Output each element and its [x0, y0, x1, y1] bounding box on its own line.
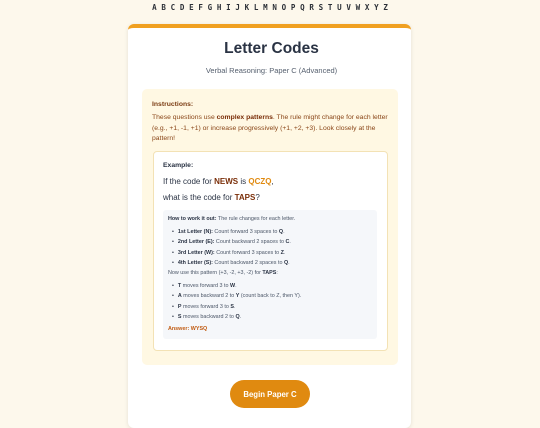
alphabet-letter: A — [152, 3, 157, 12]
page-subtitle: Verbal Reasoning: Paper C (Advanced) — [205, 66, 338, 75]
alphabet-letter: P — [290, 3, 296, 12]
alphabet-letter: T — [327, 3, 333, 12]
step-text: . — [283, 229, 285, 235]
instructions-text — [152, 113, 390, 145]
move-step-item — [172, 293, 301, 299]
move-step-item — [172, 283, 237, 289]
alphabet-letter: D — [179, 3, 185, 12]
move-target: Y — [235, 293, 240, 300]
step-text: Count backward 2 spaces to — [212, 259, 284, 266]
step-label: 1st Letter (N): — [177, 229, 213, 235]
rule-step-item — [172, 260, 290, 266]
move-letter: A — [177, 293, 182, 300]
alphabet-letter: W — [355, 3, 361, 12]
move-target: S — [230, 303, 234, 310]
move-text: moves backward 2 to — [181, 293, 236, 300]
example-text: , — [271, 177, 274, 186]
example-question-line-1 — [163, 177, 274, 186]
example-word: NEWS — [214, 177, 239, 186]
alphabet-letter: E — [189, 3, 194, 12]
work-heading-label: How to work it out: — [168, 216, 217, 222]
step-target: Q — [278, 229, 284, 235]
step-text: . — [289, 239, 291, 246]
rule-step-item — [172, 250, 285, 256]
move-text: . — [239, 313, 242, 320]
instructions-text-part: These questions use — [152, 114, 217, 121]
instructions-emphasis: complex patterns — [216, 114, 273, 121]
move-letter: T — [177, 283, 182, 289]
apply-word: TAPS — [262, 270, 277, 276]
alphabet-nav — [0, 3, 540, 15]
move-text: moves forward 3 to — [181, 283, 231, 289]
step-target: C — [285, 239, 290, 246]
step-text: Count backward 2 spaces to — [214, 239, 286, 246]
apply-text: : — [276, 270, 278, 276]
rule-step-item — [172, 229, 285, 235]
alphabet-letter: X — [364, 3, 370, 12]
alphabet-letter: Q — [300, 3, 305, 12]
example-text: what is the code for — [163, 193, 235, 202]
example-text: ? — [255, 193, 260, 202]
step-target: Q — [283, 259, 289, 266]
example-code: QCZQ — [248, 177, 272, 186]
work-heading — [168, 216, 295, 222]
rule-step-item — [172, 239, 291, 245]
move-text: . — [235, 283, 237, 289]
alphabet-letter: Z — [383, 3, 388, 12]
alphabet-letter: B — [161, 3, 166, 12]
begin-paper-button[interactable]: Begin Paper C — [230, 380, 310, 408]
move-text: (count back to Z, then Y). — [239, 293, 302, 300]
move-target: Q — [235, 313, 240, 320]
move-text: moves backward 2 to — [181, 313, 236, 320]
move-text: . — [233, 303, 236, 310]
apply-text: Now use this pattern (+3, -2, +3, -2) for — [168, 270, 263, 276]
step-label: 2nd Letter (E): — [177, 239, 215, 246]
work-heading-text: The rule changes for each letter. — [216, 216, 296, 222]
example-text: is — [238, 177, 249, 186]
alphabet-letter: U — [337, 3, 342, 12]
page-title: Letter Codes — [224, 40, 319, 57]
step-text: Count forward 3 spaces to — [214, 249, 281, 256]
alphabet-letter: V — [346, 3, 351, 12]
move-letter: P — [177, 303, 182, 310]
example-question-line-2 — [163, 193, 260, 202]
alphabet-letter: K — [244, 3, 250, 12]
step-text: . — [288, 259, 290, 266]
alphabet-letter: G — [207, 3, 213, 12]
alphabet-letter: H — [216, 3, 222, 12]
step-target: Z — [280, 249, 284, 256]
step-label: 4th Letter (S): — [177, 259, 213, 266]
instructions-heading: Instructions: — [152, 101, 194, 108]
move-text: moves forward 3 to — [181, 303, 231, 310]
apply-pattern-line — [168, 270, 278, 276]
alphabet-letter: R — [309, 3, 314, 12]
step-label: 3rd Letter (W): — [177, 249, 215, 256]
move-letter: S — [177, 313, 182, 320]
alphabet-letter: J — [235, 3, 240, 12]
step-text: . — [283, 249, 286, 256]
instructions-text-part: . The rule might change for each letter (e.g., +1, -1, +1) or increase progressively (+1, +2, +3). Look closely at the pattern! — [152, 114, 388, 142]
alphabet-letter: C — [170, 3, 176, 12]
alphabet-letter: S — [318, 3, 324, 12]
answer-line: Answer: WYSQ — [168, 326, 208, 332]
move-step-item — [172, 304, 235, 310]
alphabet-letter: Y — [374, 3, 379, 12]
alphabet-letter: O — [281, 3, 287, 12]
alphabet-letter: N — [272, 3, 277, 12]
alphabet-letter: M — [263, 3, 268, 12]
move-target: W — [230, 283, 236, 289]
example-target-word: TAPS — [234, 193, 256, 202]
alphabet-letter: F — [198, 3, 203, 12]
alphabet-letter: I — [226, 3, 231, 12]
example-heading: Example: — [163, 162, 194, 169]
move-step-item — [172, 314, 241, 320]
alphabet-letter: L — [253, 3, 259, 12]
step-text: Count forward 3 spaces to — [212, 229, 279, 235]
example-text: If the code for — [163, 177, 215, 186]
